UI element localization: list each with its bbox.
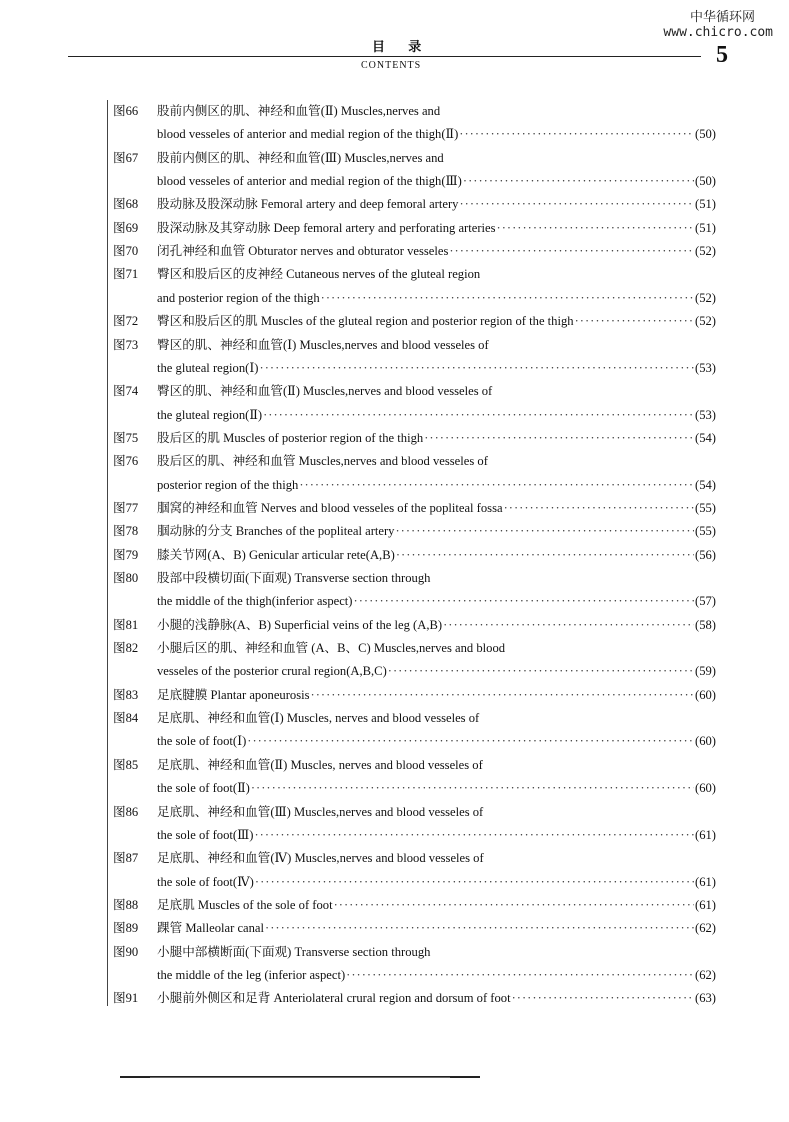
dot-leader <box>334 894 694 917</box>
entry-title: 足底肌、神经和血管(Ⅲ) Muscles,nerves and blood vesseles of <box>157 804 484 819</box>
figure-number: 图82 <box>113 641 139 656</box>
toc-entry <box>113 310 716 333</box>
toc-entry <box>113 801 716 824</box>
figure-number: 图75 <box>113 430 139 445</box>
entry-page-number: (61) <box>695 874 716 889</box>
margin-rule <box>107 100 108 1006</box>
entry-page-number: (59) <box>695 664 716 679</box>
entry-title: 足底肌、神经和血管(Ⅰ) Muscles, nerves and blood vesseles of <box>157 711 480 726</box>
page-subtitle: CONTENTS <box>361 60 422 71</box>
entry-page-number: (58) <box>695 617 716 632</box>
entry-page-number: (55) <box>695 524 716 539</box>
figure-number: 图69 <box>113 220 139 235</box>
toc-entry <box>113 637 716 660</box>
entry-title: 小腿后区的肌、神经和血管 (A、B、C) Muscles,nerves and blood <box>157 641 506 656</box>
toc-entry <box>113 240 716 263</box>
entry-page-number: (52) <box>695 314 716 329</box>
dot-leader <box>512 987 694 1010</box>
watermark-url: www.chicro.com <box>663 25 773 40</box>
dot-leader <box>459 123 694 146</box>
entry-title: 小腿的浅静脉(A、B) Superficial veins of the leg (A,B) <box>157 617 443 632</box>
entry-title: the gluteal region(Ⅰ) <box>157 360 259 375</box>
entry-title: 股部中段横切面(下面观) Transverse section through <box>157 571 431 585</box>
entry-page-number: (63) <box>695 991 716 1006</box>
toc-entry-continuation <box>113 660 716 683</box>
dot-leader <box>255 871 694 894</box>
dot-leader <box>463 170 694 193</box>
entry-page-number: (62) <box>695 921 716 936</box>
dot-leader <box>575 310 694 333</box>
figure-number: 图87 <box>113 851 139 866</box>
toc-entry-continuation <box>113 474 716 497</box>
toc-entry-continuation <box>113 964 716 987</box>
entry-title: blood vesseles of anterior and medial region of the thigh(Ⅱ) <box>157 127 459 142</box>
toc-entry <box>113 334 716 357</box>
toc-entry <box>113 450 716 473</box>
toc-entry <box>113 100 716 123</box>
figure-number: 图85 <box>113 757 139 772</box>
dot-leader <box>260 357 695 380</box>
figure-number: 图74 <box>113 384 139 399</box>
dot-leader <box>449 240 694 263</box>
toc-entry <box>113 544 716 567</box>
toc-entry <box>113 380 716 403</box>
figure-number: 图73 <box>113 337 139 352</box>
entry-title: 臀区和股后区的皮神经 Cutaneous nerves of the gluteal region <box>157 267 481 282</box>
figure-number: 图89 <box>113 921 139 936</box>
toc-entry <box>113 263 716 286</box>
toc-entry-continuation <box>113 123 716 146</box>
toc-entry <box>113 520 716 543</box>
entry-page-number: (51) <box>695 220 716 235</box>
entry-page-number: (54) <box>695 477 716 492</box>
entry-title: posterior region of the thigh <box>157 477 299 492</box>
dot-leader <box>443 614 694 637</box>
entry-title: 小腿前外侧区和足背 Anteriolateral crural region and dorsum of foot <box>157 991 511 1006</box>
entry-page-number: (61) <box>695 897 716 912</box>
dot-leader <box>254 824 694 847</box>
entry-page-number: (53) <box>695 407 716 422</box>
toc-entry-continuation <box>113 871 716 894</box>
figure-number: 图83 <box>113 687 139 702</box>
figure-number: 图76 <box>113 454 139 469</box>
entry-title: the sole of foot(Ⅰ) <box>157 734 247 749</box>
toc-entry-continuation <box>113 357 716 380</box>
dot-leader <box>247 730 694 753</box>
toc-entry-continuation <box>113 730 716 753</box>
entry-title: the sole of foot(Ⅳ) <box>157 874 254 889</box>
entry-title: 足底肌、神经和血管(Ⅱ) Muscles, nerves and blood vesseles of <box>157 757 483 772</box>
entry-page-number: (60) <box>695 734 716 749</box>
entry-page-number: (51) <box>695 197 716 212</box>
toc-entry <box>113 707 716 730</box>
entry-title: the middle of the leg (inferior aspect) <box>157 967 346 982</box>
entry-page-number: (52) <box>695 244 716 259</box>
figure-number: 图80 <box>113 571 139 585</box>
figure-number: 图71 <box>113 267 139 282</box>
dot-leader <box>311 684 695 707</box>
toc-entry <box>113 941 716 964</box>
footer-rule-secondary <box>150 1077 450 1078</box>
entry-title: the middle of the thigh(inferior aspect) <box>157 594 353 609</box>
entry-title: 踝管 Malleolar canal <box>157 921 265 936</box>
entry-title: 臀区和股后区的肌 Muscles of the gluteal region and posterior region of the thigh <box>157 314 574 329</box>
figure-number: 图66 <box>113 104 139 118</box>
header-rule <box>68 56 701 57</box>
toc-entry-continuation <box>113 824 716 847</box>
dot-leader <box>346 964 694 987</box>
toc-entry-continuation <box>113 170 716 193</box>
entry-title: 膝关节网(A、B) Genicular articular rete(A,B) <box>157 547 395 562</box>
entry-title: the sole of foot(Ⅲ) <box>157 827 254 842</box>
entry-page-number: (61) <box>695 827 716 842</box>
toc-entry <box>113 147 716 170</box>
toc-entry-continuation <box>113 287 716 310</box>
dot-leader <box>265 917 694 940</box>
figure-number: 图68 <box>113 197 139 212</box>
dot-leader <box>497 217 695 240</box>
dot-leader <box>424 427 694 450</box>
entry-title: 足底肌 Muscles of the sole of foot <box>157 897 333 912</box>
page-number: 5 <box>716 42 728 68</box>
entry-page-number: (52) <box>695 290 716 305</box>
entry-page-number: (53) <box>695 360 716 375</box>
entry-page-number: (54) <box>695 430 716 445</box>
entry-page-number: (56) <box>695 547 716 562</box>
entry-title: 股前内侧区的肌、神经和血管(Ⅱ) Muscles,nerves and <box>157 104 441 118</box>
toc-entry <box>113 193 716 216</box>
toc-entry-continuation <box>113 590 716 613</box>
figure-number: 图70 <box>113 244 139 259</box>
dot-leader <box>388 660 694 683</box>
dot-leader <box>504 497 694 520</box>
figure-number: 图84 <box>113 711 139 726</box>
dot-leader <box>395 520 694 543</box>
entry-title: the gluteal region(Ⅱ) <box>157 407 263 422</box>
figure-number: 图72 <box>113 314 139 329</box>
entry-page-number: (62) <box>695 967 716 982</box>
entry-title: 股动脉及股深动脉 Femoral artery and deep femoral artery <box>157 197 459 212</box>
toc-entry <box>113 614 716 637</box>
entry-title: 闭孔神经和血管 Obturator nerves and obturator vesseles <box>157 244 449 259</box>
entry-title: 股后区的肌 Muscles of posterior region of the thigh <box>157 430 424 445</box>
figure-number: 图79 <box>113 547 139 562</box>
toc-entry <box>113 754 716 777</box>
entry-page-number: (50) <box>695 174 716 189</box>
dot-leader <box>299 474 694 497</box>
dot-leader <box>459 193 694 216</box>
figure-number: 图67 <box>113 150 139 165</box>
entry-title: 腘动脉的分支 Branches of the popliteal artery <box>157 524 395 539</box>
toc-entry <box>113 427 716 450</box>
toc-entry-continuation <box>113 777 716 800</box>
toc-entry <box>113 917 716 940</box>
entry-title: vesseles of the posterior crural region(A,B,C) <box>157 664 387 679</box>
entry-title: and posterior region of the thigh <box>157 290 320 305</box>
entry-title: 足底腱膜 Plantar aponeurosis <box>157 687 310 702</box>
toc-entry <box>113 684 716 707</box>
entry-page-number: (55) <box>695 500 716 515</box>
entry-page-number: (60) <box>695 687 716 702</box>
entry-title: the sole of foot(Ⅱ) <box>157 781 250 796</box>
toc-entry <box>113 847 716 870</box>
page-title: 目 录 <box>372 39 432 54</box>
figure-number: 图91 <box>113 991 139 1006</box>
entry-title: blood vesseles of anterior and medial region of the thigh(Ⅲ) <box>157 174 462 189</box>
figure-number: 图78 <box>113 524 139 539</box>
entry-title: 臀区的肌、神经和血管(Ⅰ) Muscles,nerves and blood vesseles of <box>157 337 489 352</box>
figure-number: 图88 <box>113 897 139 912</box>
dot-leader <box>263 404 694 427</box>
entry-title: 腘窝的神经和血管 Nerves and blood vesseles of the popliteal fossa <box>157 500 503 515</box>
entry-title: 足底肌、神经和血管(Ⅳ) Muscles,nerves and blood vesseles of <box>157 851 484 866</box>
figure-number: 图86 <box>113 804 139 819</box>
entry-page-number: (57) <box>695 594 716 609</box>
toc-entry <box>113 894 716 917</box>
figure-number: 图77 <box>113 500 139 515</box>
dot-leader <box>251 777 694 800</box>
dot-leader <box>396 544 694 567</box>
toc-entry <box>113 217 716 240</box>
dot-leader <box>354 590 695 613</box>
watermark-site-name: 中华循环网 <box>689 10 755 25</box>
toc-entry <box>113 497 716 520</box>
entry-page-number: (60) <box>695 781 716 796</box>
entry-title: 股深动脉及其穿动脉 Deep femoral artery and perforating arteries <box>157 220 496 235</box>
entry-title: 股前内侧区的肌、神经和血管(Ⅲ) Muscles,nerves and <box>157 150 444 165</box>
dot-leader <box>321 287 694 310</box>
toc-entry <box>113 567 716 590</box>
entry-title: 小腿中部横断面(下面观) Transverse section through <box>157 944 431 959</box>
entry-title: 股后区的肌、神经和血管 Muscles,nerves and blood vesseles of <box>157 454 488 469</box>
toc-entry <box>113 987 716 1010</box>
figure-number: 图90 <box>113 944 139 959</box>
entry-title: 臀区的肌、神经和血管(Ⅱ) Muscles,nerves and blood vesseles of <box>157 384 493 399</box>
entry-page-number: (50) <box>695 127 716 142</box>
toc-entry-continuation <box>113 404 716 427</box>
figure-number: 图81 <box>113 617 139 632</box>
